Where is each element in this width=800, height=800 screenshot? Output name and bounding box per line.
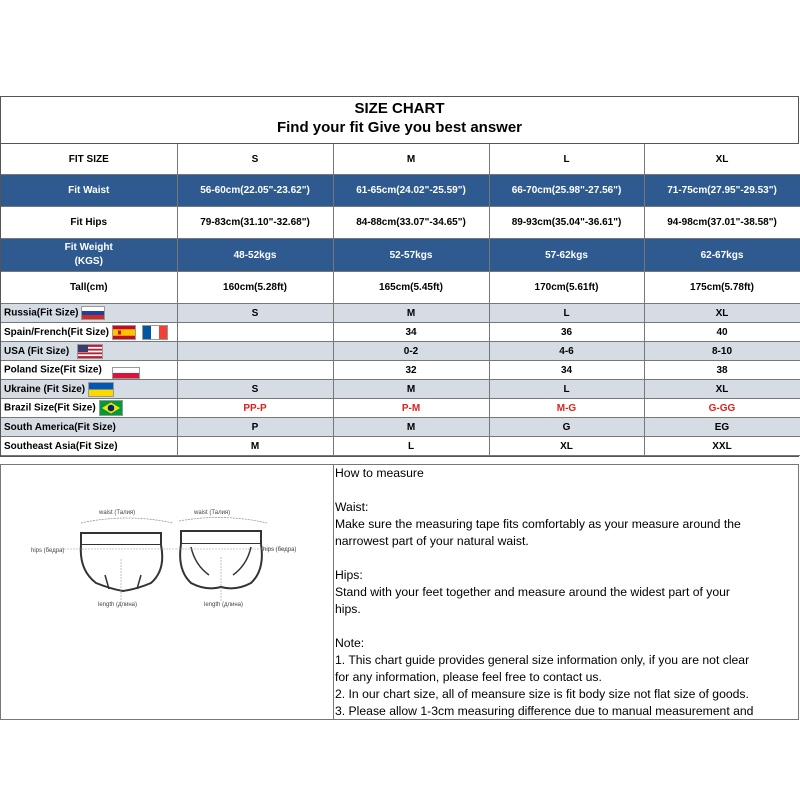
chart-title: SIZE CHART <box>354 100 445 117</box>
ukraine-flag-icon <box>88 382 114 397</box>
poland-row <box>1 361 800 380</box>
waist-label-left: waist (Талия) <box>99 510 136 516</box>
country-label <box>1 399 177 418</box>
country-label: South America(Fit Size) <box>1 418 177 437</box>
russia-flag-icon <box>81 306 105 320</box>
waist-text-1: Make sure the measuring tape fits comfortably as your measure around the <box>335 517 741 531</box>
south-america-row <box>1 418 800 437</box>
cell <box>177 323 333 342</box>
waist-text-2: narrowest part of your natural waist. <box>335 534 529 548</box>
ukraine-row <box>1 380 800 399</box>
cell: 165cm(5.45ft) <box>333 272 489 304</box>
cell: M <box>333 418 489 437</box>
usa-row <box>1 342 800 361</box>
russia-row <box>1 304 800 323</box>
row-label: Fit Weight (KGS) <box>1 239 177 272</box>
hips-text-2: hips. <box>335 602 361 616</box>
cell: XL <box>644 380 800 399</box>
measure-instructions <box>334 465 799 719</box>
cell: M-G <box>489 399 644 418</box>
brazil-row <box>1 399 800 418</box>
cell: 89-93cm(35.04"-36.61") <box>489 207 644 239</box>
header-label: FIT SIZE <box>1 144 177 175</box>
cell: P-M <box>333 399 489 418</box>
header-size-xl: XL <box>644 144 800 175</box>
cell: 32 <box>333 361 489 380</box>
poland-flag-icon <box>112 367 140 379</box>
country-label <box>1 380 177 399</box>
country-name: Poland Size(Fit Size) <box>4 364 102 376</box>
cell: M <box>333 304 489 323</box>
cell: 84-88cm(33.07"-34.65") <box>333 207 489 239</box>
cell: 57-62kgs <box>489 239 644 272</box>
cell: 0-2 <box>333 342 489 361</box>
cell: 40 <box>644 323 800 342</box>
country-name: Russia(Fit Size) <box>4 307 79 319</box>
cell: S <box>177 304 333 323</box>
measurement-section <box>0 464 799 720</box>
cell <box>177 361 333 380</box>
chart-subtitle: Find your fit Give you best answer <box>276 119 523 136</box>
header-size-s: S <box>177 144 333 175</box>
cell: G <box>489 418 644 437</box>
hips-text-1: Stand with your feet together and measure around the widest part of your <box>335 585 730 599</box>
row-label: Tall(cm) <box>1 272 177 304</box>
country-label <box>1 361 177 380</box>
cell: 8-10 <box>644 342 800 361</box>
usa-flag-icon <box>77 344 103 359</box>
size-table <box>1 144 800 456</box>
cell: PP-P <box>177 399 333 418</box>
underwear-diagram <box>1 465 333 719</box>
cell: 94-98cm(37.01"-38.58") <box>644 207 800 239</box>
header-size-m: M <box>333 144 489 175</box>
cell: G-GG <box>644 399 800 418</box>
cell: 71-75cm(27.95"-29.53") <box>644 175 800 207</box>
cell: L <box>333 437 489 456</box>
cell: XL <box>489 437 644 456</box>
brazil-flag-icon <box>99 400 123 416</box>
waist-label-right: waist (Талия) <box>194 510 231 516</box>
cell: L <box>489 380 644 399</box>
spain-french-row <box>1 323 800 342</box>
cell: EG <box>644 418 800 437</box>
cell: 34 <box>489 361 644 380</box>
cell: 170cm(5.61ft) <box>489 272 644 304</box>
cell: 36 <box>489 323 644 342</box>
cell: 56-60cm(22.05"-23.62") <box>177 175 333 207</box>
hips-title: Hips: <box>335 568 363 582</box>
country-label: Southeast Asia(Fit Size) <box>1 437 177 456</box>
cell: XXL <box>644 437 800 456</box>
cell: 79-83cm(31.10"-32.68") <box>177 207 333 239</box>
length-label-right: length (длина) <box>204 602 244 608</box>
waist-row <box>1 175 800 207</box>
measure-heading: How to measure <box>335 466 424 480</box>
cell: 4-6 <box>489 342 644 361</box>
note-2: 2. In our chart size, all of meansure size is fit body size not flat size of goods. <box>335 687 749 701</box>
cell: L <box>489 304 644 323</box>
cell: P <box>177 418 333 437</box>
underwear-illustration <box>1 465 334 719</box>
cell: XL <box>644 304 800 323</box>
hips-label-left: hips (бедра) <box>31 548 65 554</box>
weight-row <box>1 239 800 272</box>
title-block <box>1 97 799 144</box>
country-label <box>1 342 177 361</box>
cell: 52-57kgs <box>333 239 489 272</box>
hips-row <box>1 207 800 239</box>
note-3: 3. Please allow 1-3cm measuring difference due to manual measurement and <box>335 704 754 718</box>
waist-title: Waist: <box>335 500 369 514</box>
cell: 175cm(5.78ft) <box>644 272 800 304</box>
cell: 61-65cm(24.02"-25.59") <box>333 175 489 207</box>
cell: 34 <box>333 323 489 342</box>
cell: 66-70cm(25.98"-27.56") <box>489 175 644 207</box>
cell: 62-67kgs <box>644 239 800 272</box>
note-1-line-2: for any information, please feel free to contact us. <box>335 670 602 684</box>
cell: 48-52kgs <box>177 239 333 272</box>
cell: 38 <box>644 361 800 380</box>
cell: S <box>177 380 333 399</box>
tall-row <box>1 272 800 304</box>
row-label: Fit Waist <box>1 175 177 207</box>
size-chart <box>0 96 799 457</box>
cell: M <box>333 380 489 399</box>
header-row <box>1 144 800 175</box>
cell: 160cm(5.28ft) <box>177 272 333 304</box>
spain-flag-icon <box>112 325 136 340</box>
note-1-line-1: 1. This chart guide provides general size information only, if you are not clear <box>335 653 750 667</box>
cell: M <box>177 437 333 456</box>
country-name: Brazil Size(Fit Size) <box>4 402 96 414</box>
header-size-l: L <box>489 144 644 175</box>
country-name: Spain/French(Fit Size) <box>4 326 110 338</box>
southeast-asia-row <box>1 437 800 456</box>
country-name: USA (Fit Size) <box>4 345 70 357</box>
cell <box>177 342 333 361</box>
france-flag-icon <box>142 325 168 340</box>
length-label-left: length (длина) <box>98 602 138 608</box>
country-label <box>1 323 177 342</box>
hips-label-right: hips (бедра) <box>263 547 297 553</box>
country-label <box>1 304 177 323</box>
row-label: Fit Hips <box>1 207 177 239</box>
country-name: Ukraine (Fit Size) <box>4 383 86 395</box>
note-title: Note: <box>335 636 365 650</box>
